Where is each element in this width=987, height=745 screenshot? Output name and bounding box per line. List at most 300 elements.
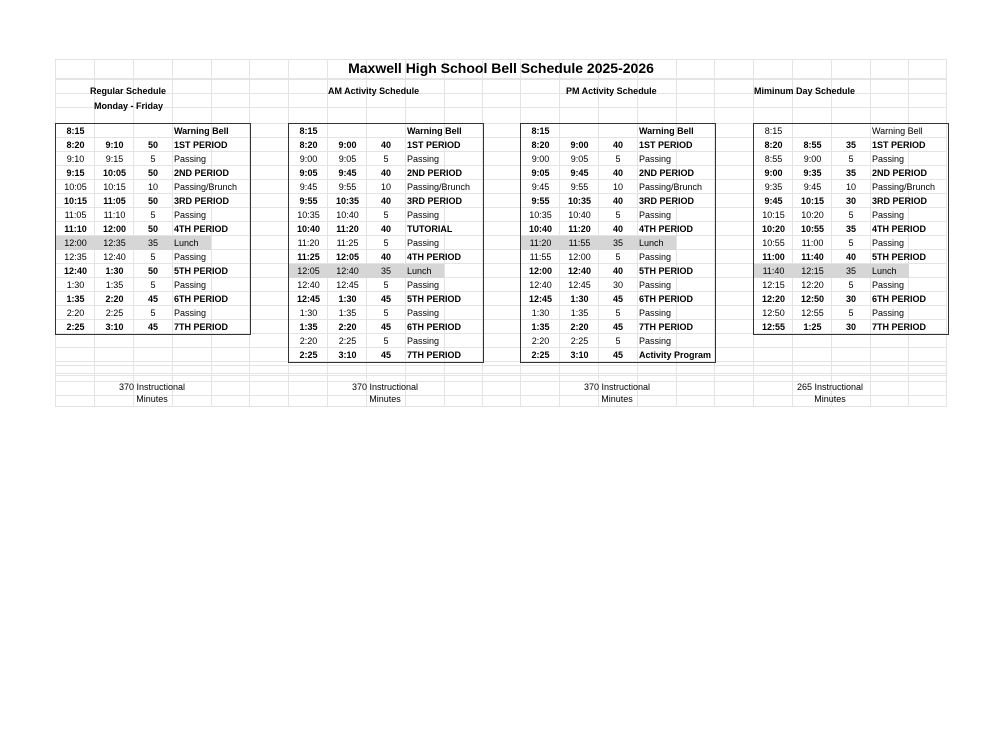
duration-minutes: 5 <box>848 210 854 220</box>
end-time: 12:00 <box>568 252 591 262</box>
end-time: 9:00 <box>338 140 357 150</box>
duration-minutes: 30 <box>845 294 856 304</box>
period-label: 1ST PERIOD <box>639 140 693 150</box>
start-time: 12:40 <box>297 280 320 290</box>
duration-minutes: 10 <box>845 182 856 192</box>
end-time: 11:00 <box>801 238 824 248</box>
period-label: Passing <box>639 210 672 220</box>
duration-minutes: 50 <box>147 168 158 178</box>
end-time: 11:55 <box>568 238 591 248</box>
schedule-row <box>521 152 715 166</box>
duration-minutes: 40 <box>380 140 391 150</box>
end-time: 12:45 <box>568 280 591 290</box>
duration-minutes: 5 <box>150 252 156 262</box>
start-time: 10:35 <box>297 210 320 220</box>
period-label: Passing <box>174 252 207 262</box>
duration-minutes: 45 <box>380 294 391 304</box>
schedule-row <box>754 320 948 334</box>
duration-minutes: 5 <box>150 280 156 290</box>
schedule-row <box>56 180 250 194</box>
duration-minutes: 40 <box>380 168 391 178</box>
period-label: 5TH PERIOD <box>639 266 694 276</box>
period-label: 7TH PERIOD <box>639 322 694 332</box>
duration-minutes: 35 <box>612 238 623 248</box>
end-time: 3:10 <box>338 350 357 360</box>
schedule-row <box>289 180 483 194</box>
regular-schedule-table <box>55 123 251 335</box>
end-time: 2:20 <box>338 322 357 332</box>
end-time: 9:55 <box>570 182 589 192</box>
period-label: 4TH PERIOD <box>639 224 694 234</box>
end-time: 1:30 <box>105 266 124 276</box>
end-time: 1:35 <box>105 280 124 290</box>
start-time: 9:45 <box>299 182 318 192</box>
end-time: 8:55 <box>803 140 822 150</box>
period-label: Passing <box>639 252 672 262</box>
period-label: Passing <box>872 280 905 290</box>
period-label: TUTORIAL <box>407 224 453 234</box>
schedule-row <box>289 124 483 138</box>
end-time: 9:00 <box>803 154 822 164</box>
start-time: 12:05 <box>297 266 320 276</box>
schedule-row <box>521 138 715 152</box>
start-time: 12:45 <box>296 294 321 304</box>
period-label: 3RD PERIOD <box>872 196 928 206</box>
schedule-row <box>289 250 483 264</box>
schedule-row <box>56 194 250 208</box>
start-time: 12:00 <box>64 238 87 248</box>
period-label: Passing <box>639 280 672 290</box>
schedule-row <box>56 124 250 138</box>
period-label: Passing/Brunch <box>174 182 238 192</box>
schedule-row <box>521 334 715 348</box>
duration-minutes: 5 <box>615 252 621 262</box>
start-time: 2:20 <box>299 336 318 346</box>
start-time: 2:25 <box>66 322 85 332</box>
schedule-row <box>521 264 715 278</box>
footer-line: Minutes <box>814 394 846 404</box>
end-time: 11:20 <box>568 224 591 234</box>
start-time: 8:15 <box>764 126 783 136</box>
end-time: 3:10 <box>105 322 124 332</box>
schedule-row <box>56 320 250 334</box>
schedule-row <box>289 278 483 292</box>
duration-minutes: 5 <box>615 336 621 346</box>
regular-schedule-heading: Regular Schedule <box>90 86 167 96</box>
duration-minutes: 40 <box>612 168 623 178</box>
schedule-row <box>521 278 715 292</box>
period-label: 7TH PERIOD <box>174 322 229 332</box>
period-label: Lunch <box>872 266 897 276</box>
duration-minutes: 35 <box>845 266 856 276</box>
gridline <box>55 361 947 362</box>
start-time: 8:15 <box>531 126 550 136</box>
start-time: 9:10 <box>66 154 85 164</box>
start-time: 8:15 <box>299 126 318 136</box>
period-label: Passing <box>639 154 672 164</box>
end-time: 9:10 <box>105 140 124 150</box>
end-time: 1:35 <box>570 308 589 318</box>
schedule-row <box>754 264 948 278</box>
duration-minutes: 5 <box>848 238 854 248</box>
duration-minutes: 30 <box>845 322 856 332</box>
end-time: 2:20 <box>105 294 124 304</box>
duration-minutes: 45 <box>380 322 391 332</box>
period-label: Passing <box>407 280 440 290</box>
end-time: 12:35 <box>103 238 126 248</box>
gridline <box>55 365 947 366</box>
schedule-row <box>754 208 948 222</box>
duration-minutes: 10 <box>147 182 158 192</box>
schedule-row <box>56 278 250 292</box>
duration-minutes <box>367 124 405 138</box>
end-time: 1:25 <box>803 322 822 332</box>
gridline <box>55 79 947 80</box>
schedule-row <box>289 320 483 334</box>
period-label: 3RD PERIOD <box>639 196 695 206</box>
start-time: 11:05 <box>64 210 87 220</box>
start-time: 10:35 <box>529 210 552 220</box>
duration-minutes: 35 <box>845 168 856 178</box>
period-label: Warning Bell <box>407 126 462 136</box>
start-time: 10:40 <box>528 224 553 234</box>
start-time: 9:00 <box>531 154 550 164</box>
am-instructional-minutes <box>325 381 445 405</box>
schedule-row <box>56 138 250 152</box>
end-time: 10:05 <box>102 168 127 178</box>
duration-minutes: 5 <box>848 308 854 318</box>
period-label: 7TH PERIOD <box>872 322 927 332</box>
am-activity-heading: AM Activity Schedule <box>328 86 420 96</box>
end-time: 10:35 <box>335 196 360 206</box>
schedule-row <box>521 348 715 362</box>
schedule-row <box>289 166 483 180</box>
am-activity-table <box>288 123 484 363</box>
period-label: 5TH PERIOD <box>872 252 927 262</box>
duration-minutes: 5 <box>383 210 389 220</box>
end-time: 9:35 <box>803 168 822 178</box>
schedule-row <box>521 250 715 264</box>
period-label: 1ST PERIOD <box>872 140 926 150</box>
start-time: 1:30 <box>66 280 85 290</box>
footer-line: Minutes <box>601 394 633 404</box>
duration-minutes <box>134 124 172 138</box>
schedule-row <box>521 166 715 180</box>
start-time: 2:20 <box>531 336 550 346</box>
end-time: 10:15 <box>800 196 825 206</box>
pm-activity-heading: PM Activity Schedule <box>566 86 657 96</box>
end-time: 10:35 <box>567 196 592 206</box>
schedule-row <box>289 208 483 222</box>
duration-minutes: 40 <box>612 140 623 150</box>
duration-minutes: 35 <box>845 224 856 234</box>
start-time: 9:00 <box>299 154 318 164</box>
end-time: 10:20 <box>801 210 824 220</box>
end-time: 2:25 <box>105 308 124 318</box>
period-label: Passing <box>407 238 440 248</box>
schedule-row <box>754 152 948 166</box>
regular-instructional-minutes <box>92 381 212 405</box>
start-time: 10:15 <box>762 210 785 220</box>
schedule-row <box>754 236 948 250</box>
end-time: 12:05 <box>335 252 360 262</box>
start-time: 2:25 <box>299 350 318 360</box>
start-time: 8:20 <box>299 140 318 150</box>
schedule-row <box>56 236 250 250</box>
period-label: 4TH PERIOD <box>174 224 229 234</box>
period-label: Passing <box>174 210 207 220</box>
end-time: 10:55 <box>800 224 825 234</box>
schedule-row <box>56 166 250 180</box>
pm-activity-table <box>520 123 716 363</box>
period-label: Passing <box>174 154 207 164</box>
start-time: 8:55 <box>764 154 783 164</box>
period-label: Lunch <box>639 238 664 248</box>
start-time: 9:55 <box>531 196 550 206</box>
end-time: 3:10 <box>570 350 589 360</box>
start-time: 11:00 <box>762 252 785 262</box>
start-time: 8:15 <box>66 126 85 136</box>
period-label: 2ND PERIOD <box>407 168 463 178</box>
schedule-row <box>56 222 250 236</box>
end-time: 2:20 <box>570 322 589 332</box>
period-label: Lunch <box>407 266 432 276</box>
start-time: 12:00 <box>528 266 553 276</box>
start-time: 9:55 <box>299 196 318 206</box>
duration-minutes: 5 <box>848 280 854 290</box>
period-label: 1ST PERIOD <box>407 140 461 150</box>
start-time: 10:40 <box>296 224 321 234</box>
schedule-row <box>289 264 483 278</box>
end-time: 12:45 <box>336 280 359 290</box>
footer-line: 265 Instructional <box>796 382 864 392</box>
end-time: 9:05 <box>338 154 357 164</box>
period-label: Passing <box>639 308 672 318</box>
schedule-row <box>289 348 483 362</box>
footer-line: 370 Instructional <box>118 382 186 392</box>
period-label: Passing <box>407 336 440 346</box>
period-label: Passing/Brunch <box>407 182 471 192</box>
start-time: 9:45 <box>531 182 550 192</box>
schedule-row <box>289 222 483 236</box>
end-time: 10:40 <box>336 210 359 220</box>
duration-minutes: 35 <box>147 238 158 248</box>
pm-instructional-minutes <box>557 381 677 405</box>
start-time: 10:55 <box>762 238 785 248</box>
end-time: 12:40 <box>103 252 126 262</box>
period-label: Lunch <box>174 238 199 248</box>
period-label: 2ND PERIOD <box>872 168 928 178</box>
end-time: 12:50 <box>800 294 825 304</box>
period-label: 5TH PERIOD <box>174 266 229 276</box>
start-time: 10:20 <box>761 224 786 234</box>
period-label: 2ND PERIOD <box>639 168 695 178</box>
end-time: 1:30 <box>570 294 589 304</box>
start-time: 12:40 <box>529 280 552 290</box>
start-time: 1:35 <box>66 294 85 304</box>
start-time: 11:10 <box>64 224 87 234</box>
end-time: 10:40 <box>568 210 591 220</box>
period-label: Passing <box>872 154 905 164</box>
start-time: 9:15 <box>66 168 85 178</box>
minimum-day-table <box>753 123 949 335</box>
duration-minutes: 5 <box>383 308 389 318</box>
start-time: 1:35 <box>531 322 550 332</box>
schedule-row <box>289 152 483 166</box>
duration-minutes: 45 <box>380 350 391 360</box>
schedule-row <box>289 236 483 250</box>
end-time: 1:30 <box>338 294 357 304</box>
start-time: 2:25 <box>531 350 550 360</box>
duration-minutes: 50 <box>147 266 158 276</box>
start-time: 1:30 <box>531 308 550 318</box>
schedule-row <box>521 124 715 138</box>
period-label: Passing <box>407 154 440 164</box>
period-label: 2ND PERIOD <box>174 168 230 178</box>
schedule-row <box>289 334 483 348</box>
duration-minutes: 40 <box>612 196 623 206</box>
start-time: 11:20 <box>529 238 552 248</box>
end-time: 12:00 <box>102 224 127 234</box>
duration-minutes: 10 <box>612 182 623 192</box>
period-label: Passing <box>639 336 672 346</box>
gridline <box>55 375 947 376</box>
duration-minutes: 45 <box>612 350 623 360</box>
end-time: 12:40 <box>567 266 592 276</box>
end-time: 11:20 <box>336 224 359 234</box>
start-time: 12:35 <box>64 252 87 262</box>
period-label: 6TH PERIOD <box>872 294 927 304</box>
end-time: 10:15 <box>103 182 126 192</box>
duration-minutes: 5 <box>383 238 389 248</box>
schedule-row <box>521 208 715 222</box>
period-label: Passing/Brunch <box>639 182 703 192</box>
end-time <box>95 124 134 138</box>
schedule-row <box>521 306 715 320</box>
period-label: Passing <box>174 308 207 318</box>
duration-minutes: 40 <box>845 252 856 262</box>
end-time: 9:45 <box>803 182 822 192</box>
end-time: 11:40 <box>801 252 824 262</box>
period-label: 7TH PERIOD <box>407 350 462 360</box>
start-time: 2:20 <box>66 308 85 318</box>
end-time: 12:15 <box>801 266 824 276</box>
duration-minutes: 40 <box>380 252 391 262</box>
duration-minutes: 30 <box>612 280 623 290</box>
schedule-row <box>289 194 483 208</box>
end-time: 11:10 <box>103 210 126 220</box>
period-label: Passing <box>872 210 905 220</box>
schedule-row <box>754 278 948 292</box>
duration-minutes: 5 <box>150 210 156 220</box>
duration-minutes: 35 <box>380 266 391 276</box>
duration-minutes: 5 <box>615 308 621 318</box>
schedule-row <box>289 292 483 306</box>
schedule-row <box>56 306 250 320</box>
start-time: 11:40 <box>762 266 785 276</box>
start-time: 12:50 <box>762 308 785 318</box>
gridline <box>55 406 947 407</box>
duration-minutes: 35 <box>845 140 856 150</box>
end-time: 9:55 <box>338 182 357 192</box>
schedule-row <box>754 194 948 208</box>
duration-minutes: 45 <box>147 294 158 304</box>
minimum-instructional-minutes <box>770 381 890 405</box>
schedule-row <box>521 236 715 250</box>
footer-line: 370 Instructional <box>351 382 419 392</box>
end-time: 12:40 <box>336 266 359 276</box>
spreadsheet-sheet <box>55 59 947 407</box>
schedule-row <box>521 180 715 194</box>
duration-minutes: 5 <box>615 154 621 164</box>
period-label: Warning Bell <box>872 126 923 136</box>
schedule-row <box>521 320 715 334</box>
duration-minutes: 45 <box>147 322 158 332</box>
schedule-row <box>754 166 948 180</box>
period-label: Passing <box>407 308 440 318</box>
start-time: 9:05 <box>531 168 550 178</box>
regular-schedule-days: Monday - Friday <box>94 101 164 111</box>
schedule-row <box>754 180 948 194</box>
end-time: 11:25 <box>336 238 359 248</box>
duration-minutes: 10 <box>380 182 391 192</box>
period-label: Passing <box>407 210 440 220</box>
minimum-day-heading: Miminum Day Schedule <box>754 86 856 96</box>
start-time: 11:25 <box>297 252 320 262</box>
end-time: 12:20 <box>801 280 824 290</box>
duration-minutes <box>599 124 637 138</box>
schedule-row <box>289 306 483 320</box>
period-label: 6TH PERIOD <box>407 322 462 332</box>
schedule-row <box>521 194 715 208</box>
period-label: Warning Bell <box>639 126 694 136</box>
duration-minutes: 40 <box>612 224 623 234</box>
schedule-row <box>56 250 250 264</box>
page-title: Maxwell High School Bell Schedule 2025-2026 <box>348 60 654 76</box>
duration-minutes: 5 <box>615 210 621 220</box>
duration-minutes: 50 <box>147 196 158 206</box>
duration-minutes: 5 <box>848 154 854 164</box>
duration-minutes: 45 <box>612 322 623 332</box>
start-time: 8:20 <box>531 140 550 150</box>
start-time: 9:00 <box>764 168 783 178</box>
schedule-row <box>56 152 250 166</box>
gridline <box>55 107 947 108</box>
schedule-row <box>754 306 948 320</box>
start-time: 11:20 <box>297 238 320 248</box>
schedule-row <box>754 292 948 306</box>
period-label: 5TH PERIOD <box>407 294 462 304</box>
start-time: 11:55 <box>529 252 552 262</box>
start-time: 8:20 <box>764 140 783 150</box>
schedule-row <box>521 292 715 306</box>
start-time: 9:05 <box>299 168 318 178</box>
period-label: Passing <box>872 238 905 248</box>
duration-minutes: 5 <box>383 280 389 290</box>
period-label: 1ST PERIOD <box>174 140 228 150</box>
period-label: 3RD PERIOD <box>407 196 463 206</box>
period-label: Passing <box>174 280 207 290</box>
start-time: 8:20 <box>66 140 85 150</box>
duration-minutes: 30 <box>845 196 856 206</box>
duration-minutes: 40 <box>380 196 391 206</box>
start-time: 12:20 <box>761 294 786 304</box>
duration-minutes: 5 <box>150 154 156 164</box>
duration-minutes: 5 <box>150 308 156 318</box>
period-label: 6TH PERIOD <box>174 294 229 304</box>
period-label: Activity Program <box>639 350 712 360</box>
period-label: 4TH PERIOD <box>407 252 462 262</box>
